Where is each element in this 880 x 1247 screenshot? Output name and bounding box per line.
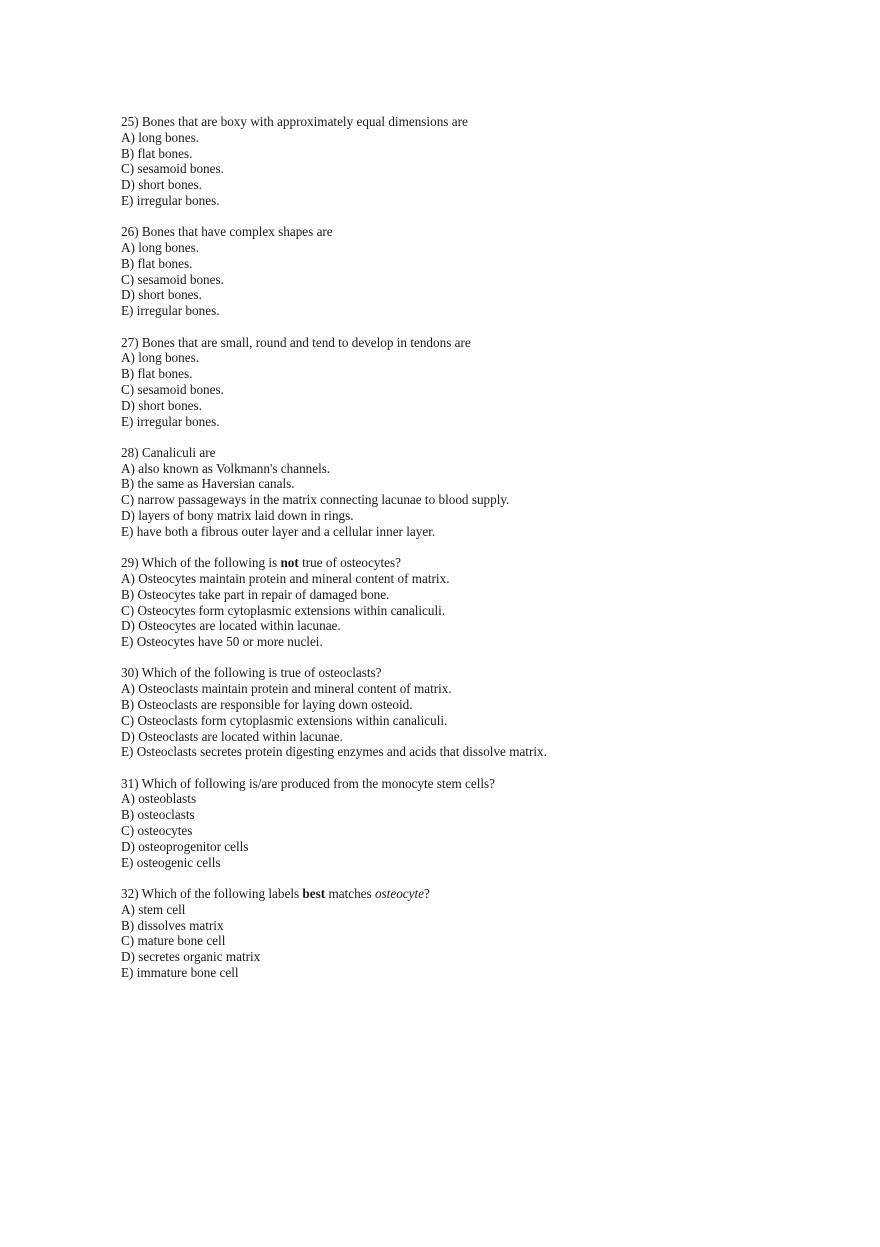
question-25: [121, 114, 841, 209]
question-stem: 27) Bones that are small, round and tend to develop in tendons are: [121, 334, 471, 350]
answer-option-c: C) sesamoid bones.: [121, 271, 224, 287]
answer-option-a: A) also known as Volkmann's channels.: [121, 460, 331, 476]
stem-text: ?: [424, 885, 430, 901]
answer-option-c: C) Osteocytes form cytoplasmic extensions within canaliculi.: [121, 602, 446, 618]
answer-option-d: D) secretes organic matrix: [121, 949, 261, 965]
answer-option-c: C) narrow passageways in the matrix connecting lacunae to blood supply.: [121, 492, 510, 508]
answer-option-a: A) Osteoclasts maintain protein and mineral content of matrix.: [121, 681, 452, 697]
answer-option-e: E) irregular bones.: [121, 192, 220, 208]
stem-italic-term: osteocyte: [374, 885, 425, 901]
answer-option-c: C) mature bone cell: [121, 933, 226, 949]
stem-emphasis: best: [302, 885, 326, 901]
stem-text: 29) Which of the following is: [121, 555, 281, 571]
answer-option-b: B) flat bones.: [121, 366, 193, 382]
answer-option-b: B) the same as Haversian canals.: [121, 476, 295, 492]
answer-option-e: E) Osteocytes have 50 or more nuclei.: [121, 634, 323, 650]
question-31: [121, 776, 841, 871]
question-stem: 31) Which of following is/are produced from the monocyte stem cells?: [121, 775, 496, 791]
answer-option-d: D) short bones.: [121, 177, 202, 193]
answer-option-a: A) osteoblasts: [121, 791, 197, 807]
answer-option-b: B) osteoclasts: [121, 807, 195, 823]
answer-option-d: D) layers of bony matrix laid down in rings.: [121, 508, 354, 524]
answer-option-e: E) irregular bones.: [121, 303, 220, 319]
answer-option-b: B) Osteocytes take part in repair of damaged bone.: [121, 586, 390, 602]
stem-emphasis: not: [280, 555, 299, 571]
question-stem: 25) Bones that are boxy with approximately equal dimensions are: [121, 114, 468, 129]
question-30: [121, 665, 841, 760]
question-27: [121, 335, 841, 430]
answer-option-a: A) long bones.: [121, 350, 200, 366]
answer-option-a: A) stem cell: [121, 901, 186, 917]
question-stem: 28) Canaliculi are: [121, 444, 216, 460]
answer-option-e: E) irregular bones.: [121, 413, 220, 429]
answer-option-b: B) dissolves matrix: [121, 917, 224, 933]
answer-option-c: C) sesamoid bones.: [121, 161, 224, 177]
question-stem: [121, 555, 841, 571]
answer-option-c: C) Osteoclasts form cytoplasmic extensions within canaliculi.: [121, 712, 448, 728]
answer-option-d: D) short bones.: [121, 287, 202, 303]
stem-text: matches: [325, 885, 375, 901]
answer-option-b: B) Osteoclasts are responsible for laying down osteoid.: [121, 697, 413, 712]
answer-option-c: C) sesamoid bones.: [121, 381, 224, 397]
answer-option-c: C) osteocytes: [121, 823, 193, 839]
question-29: [121, 555, 841, 650]
question-stem: 26) Bones that have complex shapes are: [121, 224, 333, 240]
answer-option-e: E) Osteoclasts secretes protein digesting enzymes and acids that dissolve matrix.: [121, 744, 547, 760]
answer-option-a: A) long bones.: [121, 129, 200, 145]
answer-option-b: B) flat bones.: [121, 145, 193, 161]
stem-text: true of osteocytes?: [298, 555, 401, 571]
answer-option-e: E) osteogenic cells: [121, 854, 221, 870]
question-26: [121, 224, 841, 319]
answer-option-d: D) Osteocytes are located within lacunae.: [121, 618, 341, 634]
question-32: [121, 886, 841, 981]
question-28: [121, 445, 841, 540]
answer-option-a: A) Osteocytes maintain protein and mineral content of matrix.: [121, 570, 450, 586]
answer-option-e: E) have both a fibrous outer layer and a cellular inner layer.: [121, 523, 436, 539]
question-list: [121, 114, 841, 996]
answer-option-e: E) immature bone cell: [121, 964, 239, 980]
question-stem: 30) Which of the following is true of osteoclasts?: [121, 665, 382, 681]
answer-option-d: D) Osteoclasts are located within lacunae.: [121, 728, 343, 744]
question-stem: [121, 886, 841, 902]
answer-option-b: B) flat bones.: [121, 255, 193, 271]
answer-option-d: D) short bones.: [121, 397, 202, 413]
stem-text: 32) Which of the following labels: [121, 885, 303, 901]
answer-option-a: A) long bones.: [121, 240, 200, 256]
answer-option-d: D) osteoprogenitor cells: [121, 838, 249, 854]
